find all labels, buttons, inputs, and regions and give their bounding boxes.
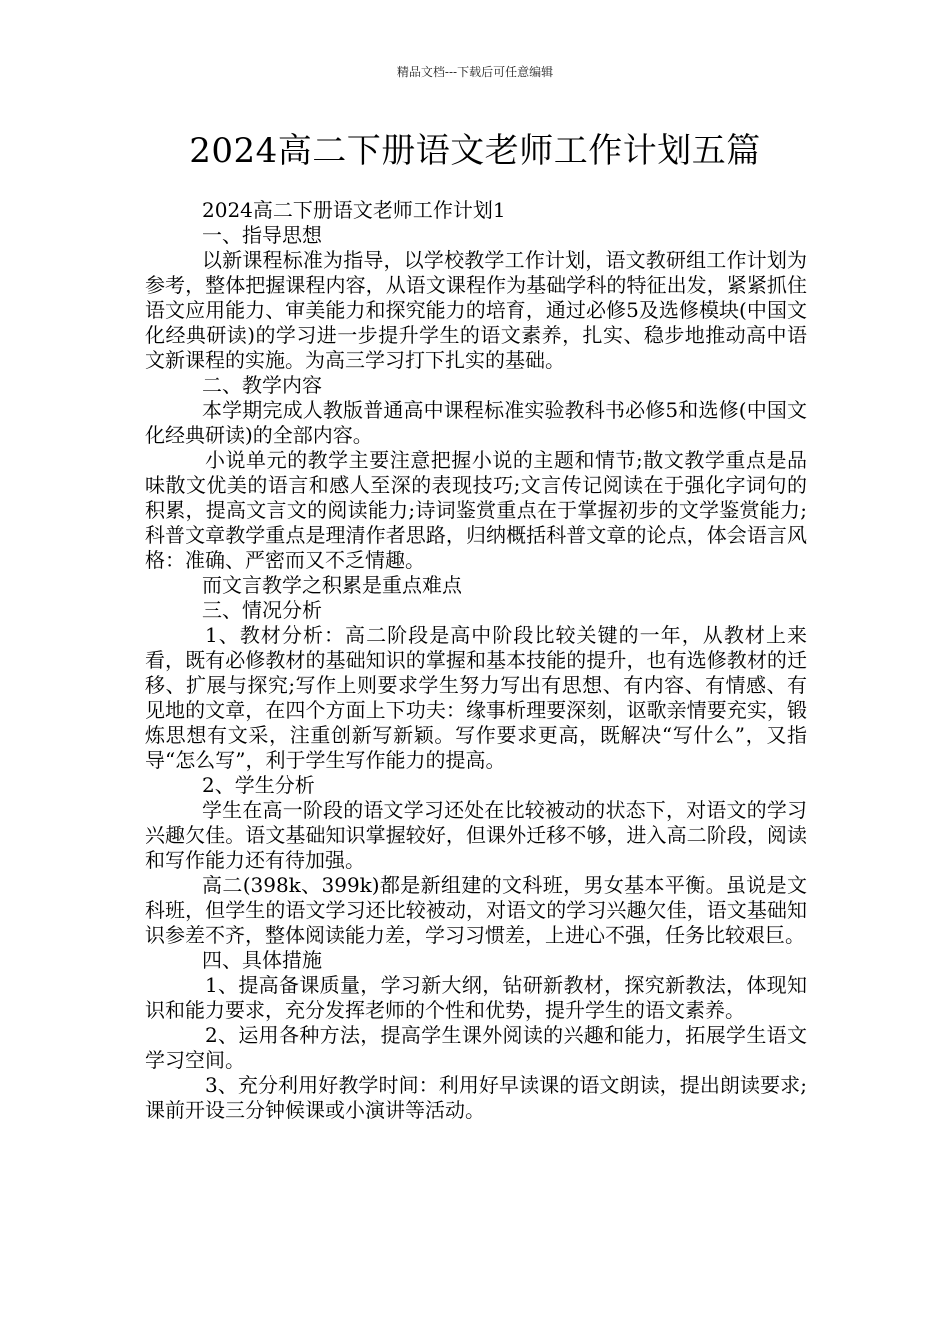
paragraph: 小说单元的教学主要注意把握小说的主题和情节;散文教学重点是品味散文优美的语言和感人至深的表现技巧;文言传记阅读在于强化字词句的积累，提高文言文的阅读能力;诗词鉴赏重点在于掌握初步的文学鉴赏能力;科普文章教学重点是理清作者思路，归纳概括科普文章的论点，体会语言风格：准确、严密而又不乏情趣。 [145, 448, 807, 572]
paragraph: 一、指导思想 [202, 223, 322, 247]
document-title: 2024高二下册语文老师工作计划五篇 [189, 131, 761, 171]
paragraph: 本学期完成人教版普通高中课程标准实验教科书必修5和选修(中国文化经典研读)的全部内容。 [145, 398, 807, 447]
paragraph: 3、充分利用好教学时间：利用好早读课的语文朗读，提出朗读要求;课前开设三分钟候课或小演讲等活动。 [145, 1073, 807, 1122]
paragraph: 二、教学内容 [202, 373, 322, 397]
paragraph: 2024高二下册语文老师工作计划1 [202, 198, 506, 222]
paragraph: 1、教材分析：高二阶段是高中阶段比较关键的一年，从教材上来看，既有必修教材的基础知识的掌握和基本技能的提升，也有选修教材的迁移、扩展与探究;写作上则要求学生努力写出有思想、有内容、有情感、有见地的文章，在四个方面上下功夫：缘事析理要深刻，讴歌亲情要充实，锻炼思想有文采，注重创新写新颖。写作要求更高，既解决“写什么”，又指导“怎么写”，利于学生写作能力的提高。 [145, 623, 807, 772]
document-body [145, 198, 807, 1123]
paragraph: 学生在高一阶段的语文学习还处在比较被动的状态下，对语文的学习兴趣欠佳。语文基础知识掌握较好，但课外迁移不够，进入高二阶段，阅读和写作能力还有待加强。 [145, 798, 807, 872]
paragraph: 三、情况分析 [202, 598, 322, 622]
paragraph: 而文言教学之积累是重点难点 [202, 573, 462, 597]
paragraph: 以新课程标准为指导，以学校教学工作计划，语文教研组工作计划为参考，整体把握课程内容，从语文课程作为基础学科的特征出发，紧紧抓住语文应用能力、审美能力和探究能力的培育，通过必修5及选修模块(中国文化经典研读)的学习进一步提升学生的语文素养，扎实、稳步地推动高中语文新课程的实施。为高三学习打下扎实的基础。 [145, 248, 807, 372]
paragraph: 1、提高备课质量，学习新大纲，钻研新教材，探究新教法，体现知识和能力要求，充分发挥老师的个性和优势，提升学生的语文素养。 [145, 973, 807, 1022]
header-note: 精品文档---下载后可任意编辑 [396, 65, 554, 79]
paragraph: 2、学生分析 [202, 773, 315, 797]
paragraph: 四、具体措施 [202, 948, 322, 972]
paragraph: 2、运用各种方法，提高学生课外阅读的兴趣和能力，拓展学生语文学习空间。 [145, 1023, 807, 1072]
paragraph: 高二(398k、399k)都是新组建的文科班，男女基本平衡。虽说是文科班，但学生的语文学习还比较被动，对语文的学习兴趣欠佳，语文基础知识参差不齐，整体阅读能力差，学习习惯差，上进心不强，任务比较艰巨。 [145, 873, 807, 947]
